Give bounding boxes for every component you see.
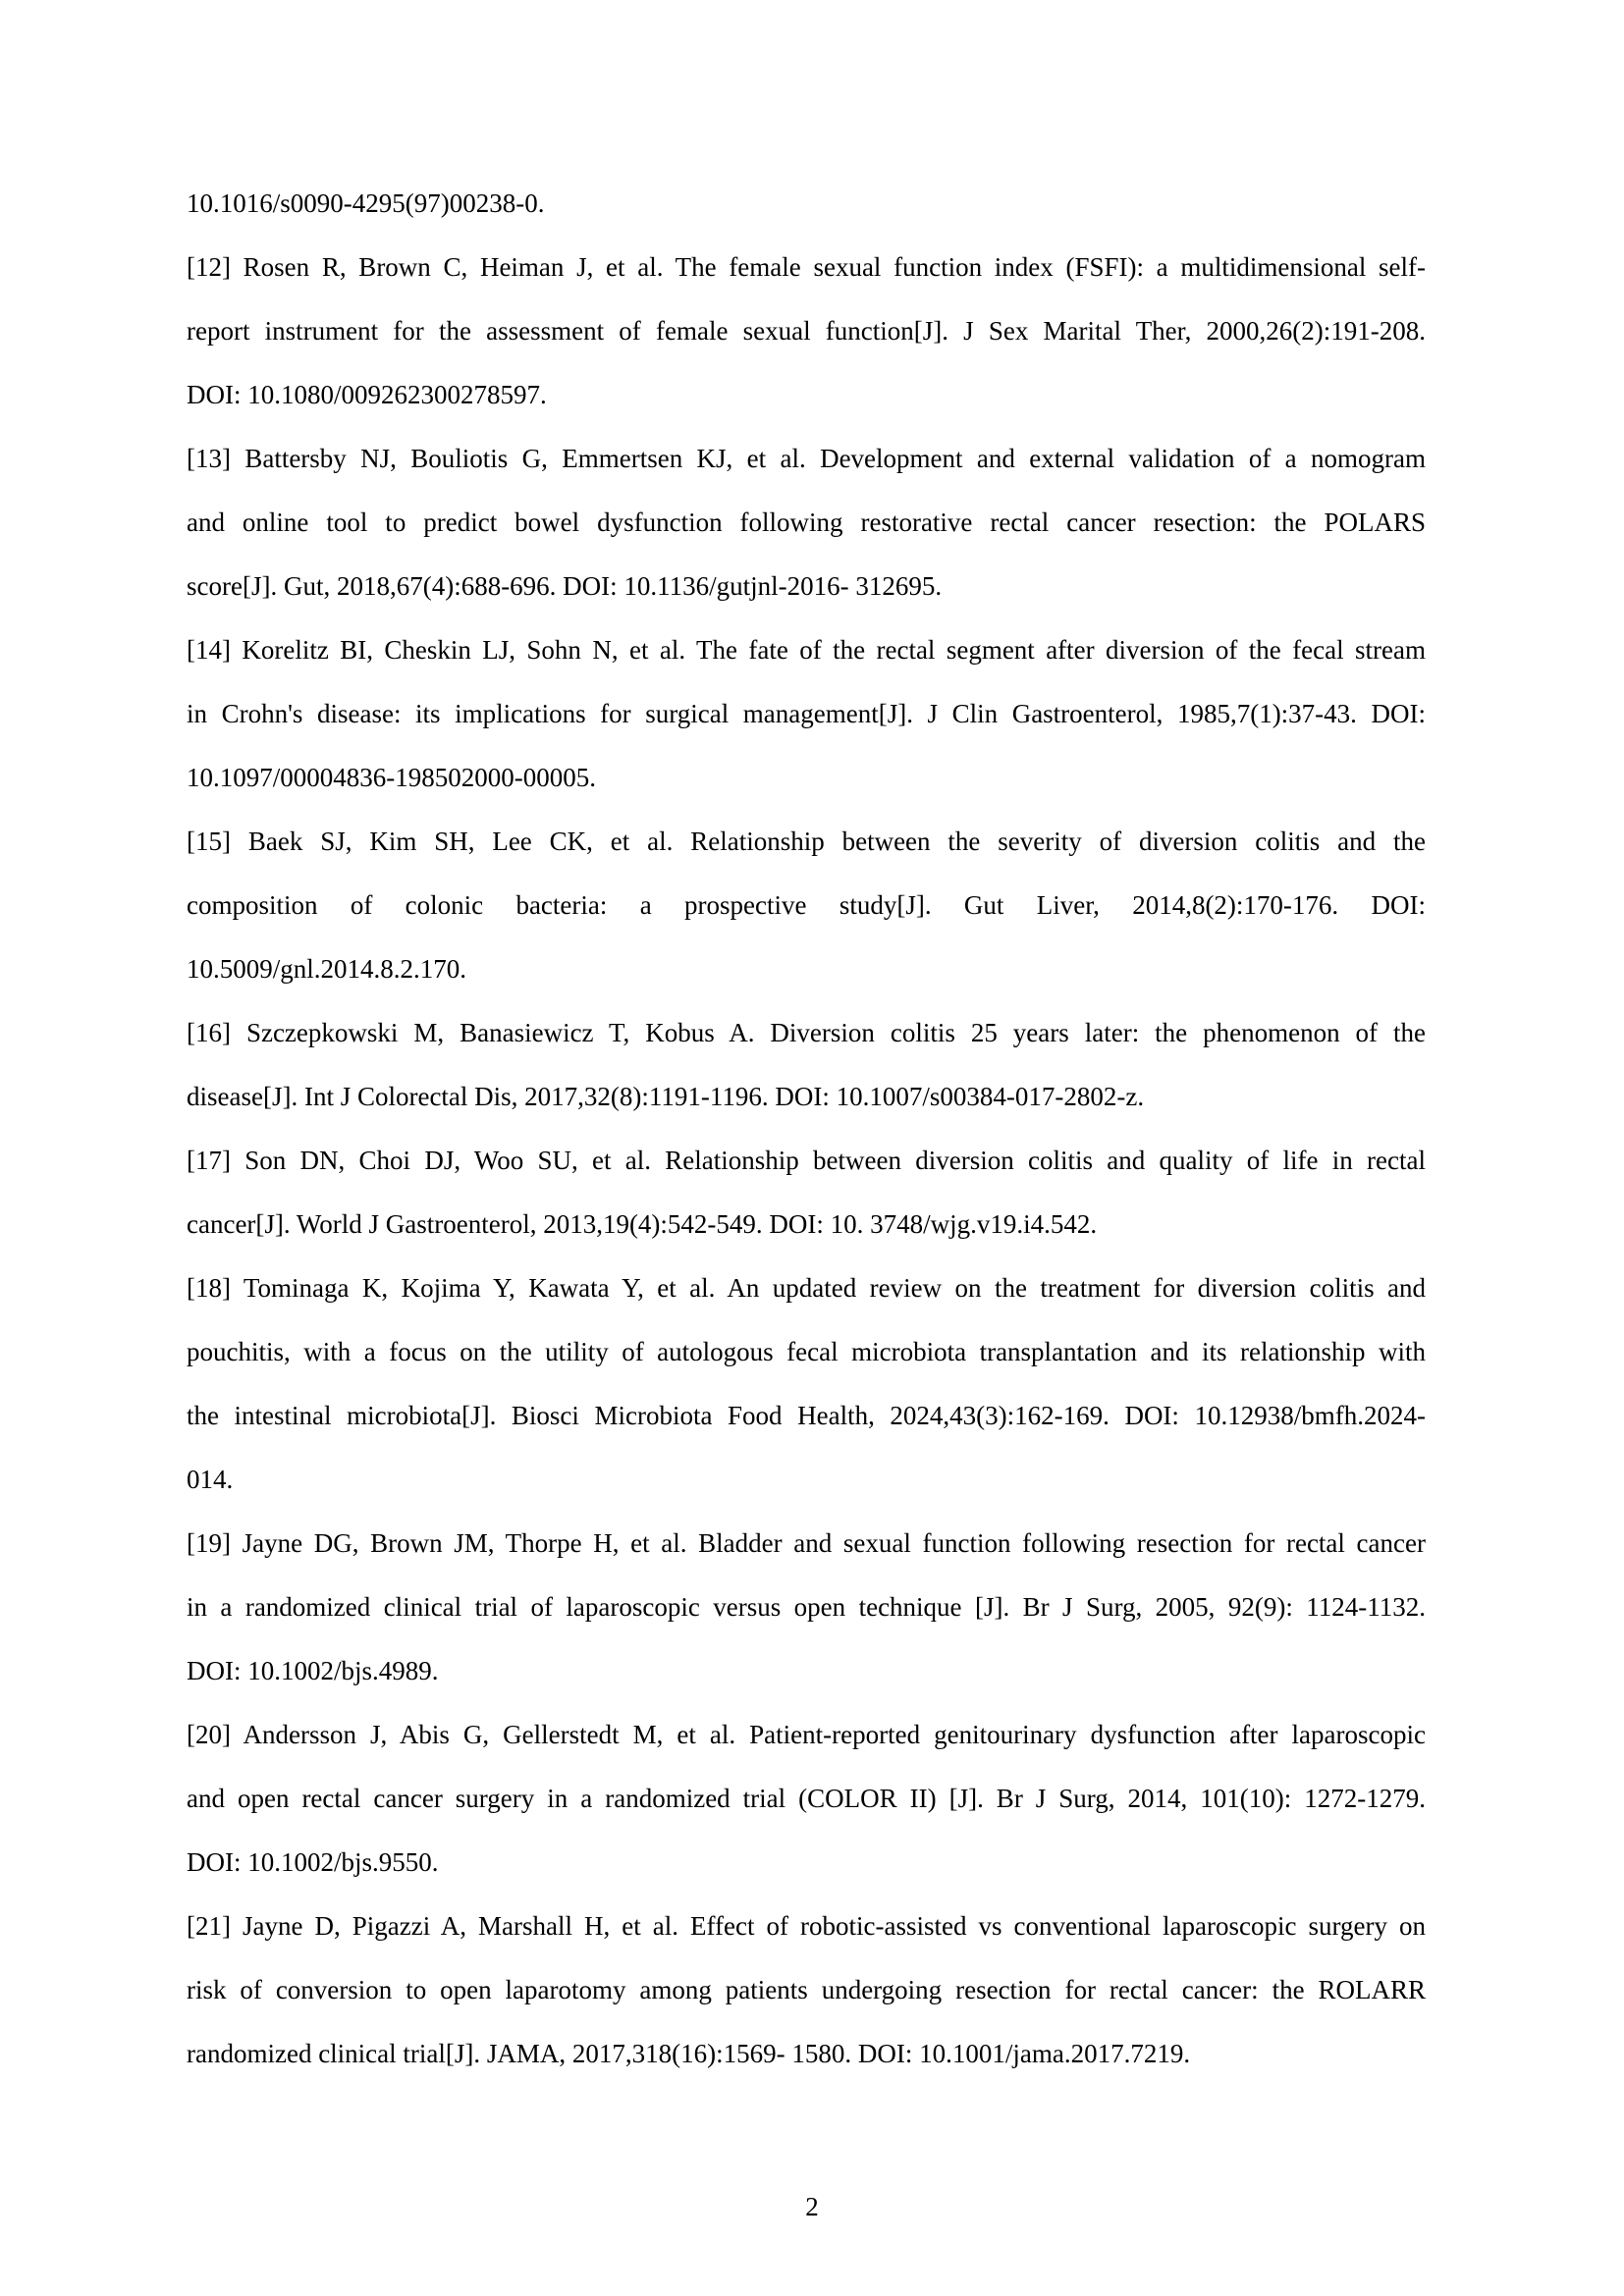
reference-line: [17] Son DN, Choi DJ, Woo SU, et al. Relationship between diversion colitis and quality of life in rectal [187,1146,1426,1175]
reference-line: cancer[J]. World J Gastroenterol, 2013,19(4):542-549. DOI: 10. 3748/wjg.v19.i4.542. [187,1209,1098,1239]
reference [187,1512,1426,1703]
reference-line: 10.1016/s0090-4295(97)00238-0. [187,188,545,218]
reference-line: the intestinal microbiota[J]. Biosci Microbiota Food Health, 2024,43(3):162-169. DOI: 10.12938/bmfh.2024- [187,1401,1426,1430]
reference-line: in a randomized clinical trial of laparoscopic versus open technique [J]. Br J Surg, 2005, 92(9): 1124-1132. [187,1592,1426,1622]
reference [187,427,1426,618]
reference-line: [16] Szczepkowski M, Banasiewicz T, Kobus A. Diversion colitis 25 years later: the phenomenon of the [187,1018,1426,1047]
reference [187,1703,1426,1895]
reference-line: randomized clinical trial[J]. JAMA, 2017,318(16):1569- 1580. DOI: 10.1001/jama.2017.7219. [187,2039,1191,2068]
reference-line: 10.1097/00004836-198502000-00005. [187,763,596,792]
reference-line: [20] Andersson J, Abis G, Gellerstedt M, et al. Patient-reported genitourinary dysfunction after laparoscopic [187,1720,1426,1749]
reference-line: score[J]. Gut, 2018,67(4):688-696. DOI: 10.1136/gutjnl-2016- 312695. [187,571,943,601]
reference-line: [19] Jayne DG, Brown JM, Thorpe H, et al. Bladder and sexual function following resection for rectal cancer [187,1528,1426,1558]
reference-line: [14] Korelitz BI, Cheskin LJ, Sohn N, et al. The fate of the rectal segment after diversion of the fecal stream [187,635,1426,665]
reference-line: [15] Baek SJ, Kim SH, Lee CK, et al. Relationship between the severity of diversion colitis and the [187,827,1426,856]
reference-line: risk of conversion to open laparotomy among patients undergoing resection for rectal cancer: the ROLARR [187,1975,1426,2004]
reference-line: DOI: 10.1002/bjs.9550. [187,1847,439,1877]
reference-line: 10.5009/gnl.2014.8.2.170. [187,954,467,984]
reference-line: [12] Rosen R, Brown C, Heiman J, et al. The female sexual function index (FSFI): a multidimensional self- [187,252,1426,282]
reference-line: 014. [187,1465,234,1494]
reference-line: DOI: 10.1002/bjs.4989. [187,1656,439,1685]
reference-line: and online tool to predict bowel dysfunction following restorative rectal cancer resection: the POLARS [187,507,1426,537]
reference [187,1129,1426,1256]
reference [187,810,1426,1001]
reference [187,1256,1426,1512]
reference [187,1001,1426,1129]
reference-line: disease[J]. Int J Colorectal Dis, 2017,32(8):1191-1196. DOI: 10.1007/s00384-017-2802-z. [187,1082,1145,1111]
references-list [187,172,1426,2086]
reference [187,1895,1426,2086]
reference-line: [18] Tominaga K, Kojima Y, Kawata Y, et al. An updated review on the treatment for diversion colitis and [187,1273,1426,1303]
reference-line: [13] Battersby NJ, Bouliotis G, Emmertsen KJ, et al. Development and external validation of a nomogram [187,444,1426,473]
reference-line: DOI: 10.1080/009262300278597. [187,380,547,409]
page-number: 2 [805,2192,819,2221]
reference-line: and open rectal cancer surgery in a randomized trial (COLOR II) [J]. Br J Surg, 2014, 101(10): 1272-1279. [187,1784,1426,1813]
reference-line: composition of colonic bacteria: a prospective study[J]. Gut Liver, 2014,8(2):170-176. DOI: [187,890,1426,920]
reference [187,236,1426,427]
reference [187,172,1426,236]
reference [187,618,1426,810]
reference-line: report instrument for the assessment of female sexual function[J]. J Sex Marital Ther, 2000,26(2):191-208. [187,316,1426,346]
reference-line: [21] Jayne D, Pigazzi A, Marshall H, et al. Effect of robotic-assisted vs conventional laparoscopic surgery on [187,1911,1426,1941]
reference-line: pouchitis, with a focus on the utility of autologous fecal microbiota transplantation and its relationship with [187,1337,1426,1366]
reference-line: in Crohn's disease: its implications for surgical management[J]. J Clin Gastroenterol, 1985,7(1):37-43. DOI: [187,699,1426,728]
